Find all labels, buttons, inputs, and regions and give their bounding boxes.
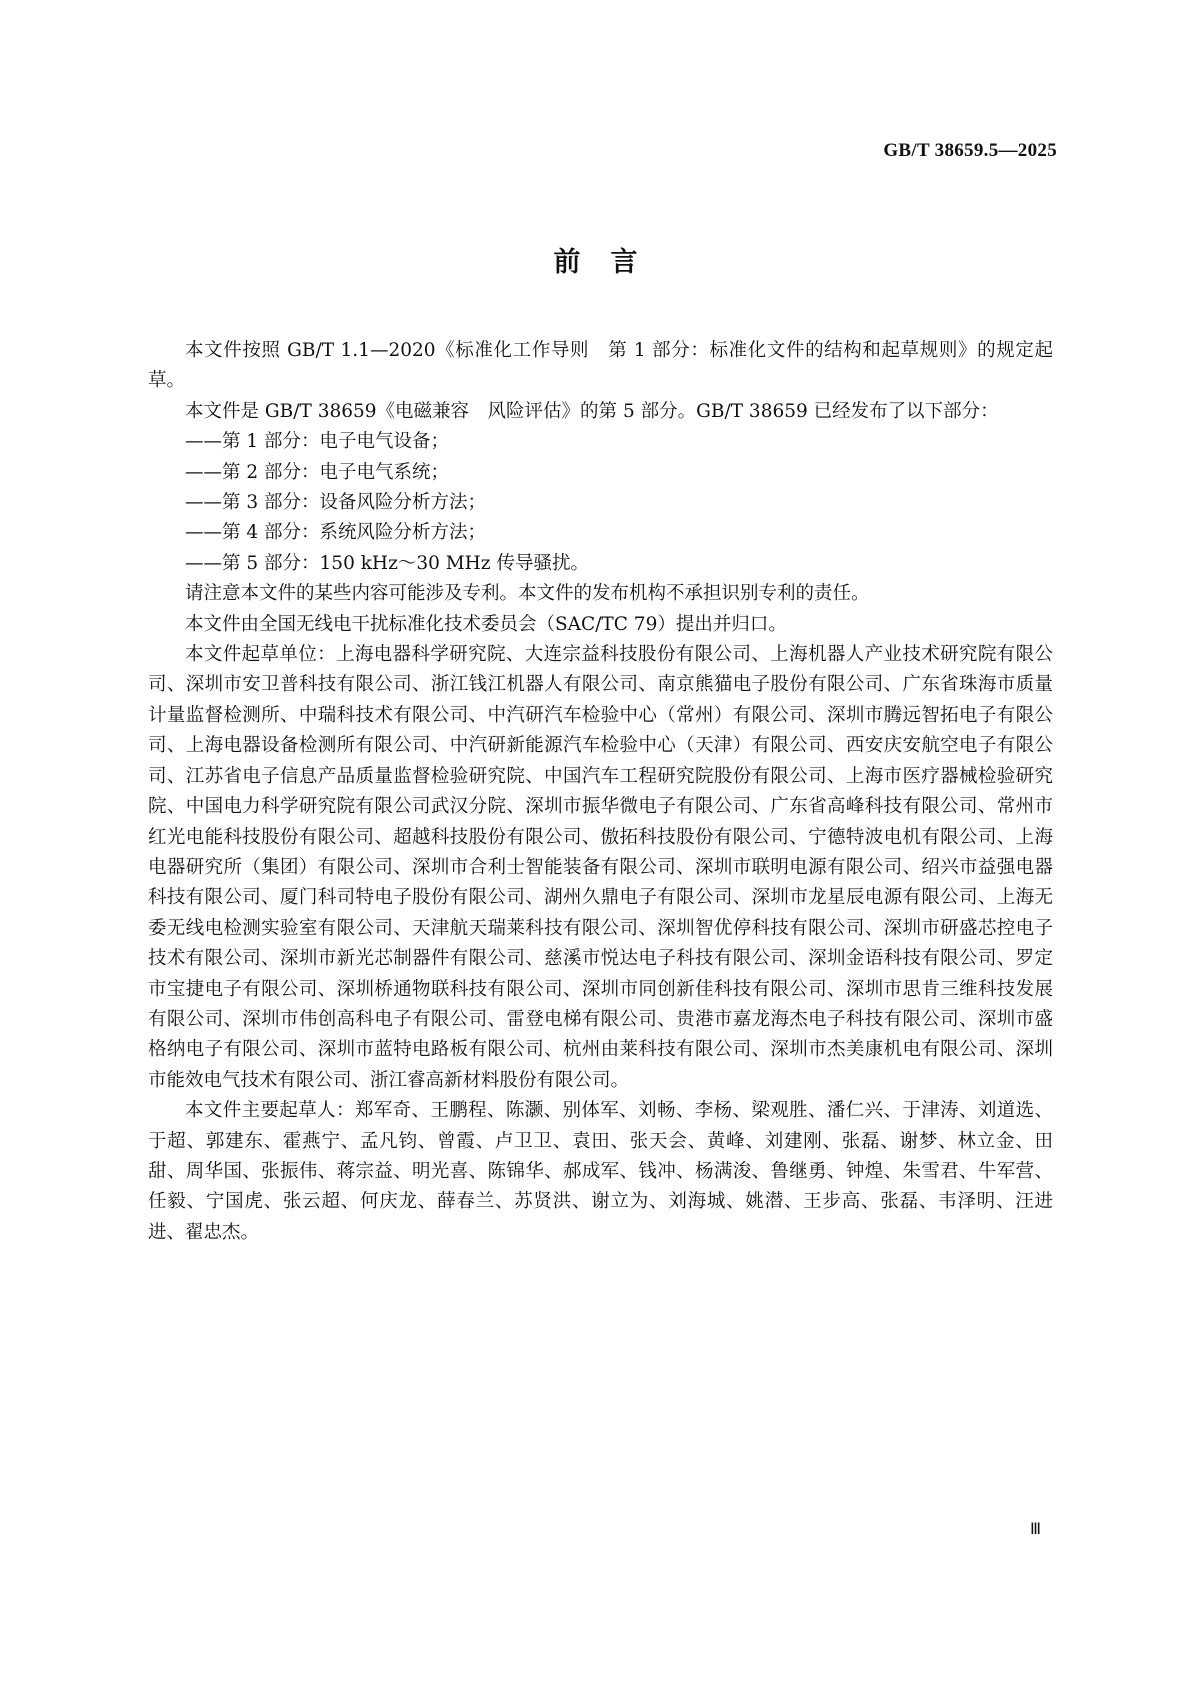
paragraph-patent-notice: 请注意本文件的某些内容可能涉及专利。本文件的发布机构不承担识别专利的责任。 <box>185 583 870 605</box>
list-item: ——第 4 部分：系统风险分析方法； <box>185 522 487 544</box>
list-item: ——第 2 部分：电子电气系统； <box>185 461 450 483</box>
paragraph-committee: 本文件由全国无线电干扰标准化技术委员会（SAC/TC 79）提出并归口。 <box>185 613 787 635</box>
list-item: ——第 5 部分：150 kHz～30 MHz 传导骚扰。 <box>185 552 589 574</box>
standard-number: GB/T 38659.5—2025 <box>883 140 1057 161</box>
paragraph-drafting-rules: 本文件按照 GB/T 1.1—2020《标准化工作导则 第 1 部分：标准化文件的结构和起草规则》的规定起草。 <box>148 340 1053 392</box>
list-item: ——第 1 部分：电子电气设备； <box>185 431 450 453</box>
paragraph-drafters: 本文件主要起草人：郑军奇、王鹏程、陈灏、别体军、刘畅、李杨、梁观胜、潘仁兴、于津涛、刘道选、于超、郭建东、霍燕宁、孟凡钧、曾霞、卢卫卫、袁田、张天会、黄峰、刘建刚、张磊、谢梦、林立金、田甜、周华国、张振伟、蒋宗益、明光喜、陈锦华、郝成军、钱冲、杨满浚、鲁继勇、钟煌、朱雪君、牛军营、任毅、宁国虎、张云超、何庆龙、薛春兰、苏贤洪、谢立为、刘海城、姚潜、王步高、张磊、韦泽明、汪进进、翟忠杰。 <box>148 1100 1053 1243</box>
page-number: Ⅲ <box>1029 1521 1041 1538</box>
list-item: ——第 3 部分：设备风险分析方法； <box>185 492 487 514</box>
preface-body <box>148 336 1053 1248</box>
paragraph-series-intro: 本文件是 GB/T 38659《电磁兼容 风险评估》的第 5 部分。GB/T 38659 已经发布了以下部分： <box>185 400 999 422</box>
page-title: 前言 <box>553 247 668 278</box>
paragraph-drafting-units: 本文件起草单位：上海电器科学研究院、大连宗益科技股份有限公司、上海机器人产业技术研究院有限公司、深圳市安卫普科技有限公司、浙江钱江机器人有限公司、南京熊猫电子股份有限公司、广东省珠海市质量计量监督检测所、中瑞科技术有限公司、中汽研汽车检验中心（常州）有限公司、深圳市腾远智拓电子有限公司、上海电器设备检测所有限公司、中汽研新能源汽车检验中心（天津）有限公司、西安庆安航空电子有限公司、江苏省电子信息产品质量监督检验研究院、中国汽车工程研究院股份有限公司、上海市医疗器械检验研究院、中国电力科学研究院有限公司武汉分院、深圳市振华微电子有限公司、广东省高峰科技有限公司、常州市红光电能科技股份有限公司、超越科技股份有限公司、傲拓科技股份有限公司、宁德特波电机有限公司、上海电器研究所（集团）有限公司、深圳市合利士智能装备有限公司、深圳市联明电源有限公司、绍兴市益强电器科技有限公司、厦门科司特电子股份有限公司、湖州久鼎电子有限公司、深圳市龙星辰电源有限公司、上海无委无线电检测实验室有限公司、天津航天瑞莱科技有限公司、深圳智优停科技有限公司、深圳市研盛芯控电子技术有限公司、深圳市新光芯制器件有限公司、慈溪市悦达电子科技有限公司、深圳金语科技有限公司、罗定市宝捷电子有限公司、深圳桥通物联科技有限公司、深圳市同创新佳科技有限公司、深圳市思肯三维科技发展有限公司、深圳市伟创高科电子有限公司、雷登电梯有限公司、贵港市嘉龙海杰电子科技有限公司、深圳市盛格纳电子有限公司、深圳市蓝特电路板有限公司、杭州由莱科技有限公司、深圳市杰美康机电有限公司、深圳市能效电气技术有限公司、浙江睿高新材料股份有限公司。 <box>148 644 1053 1091</box>
